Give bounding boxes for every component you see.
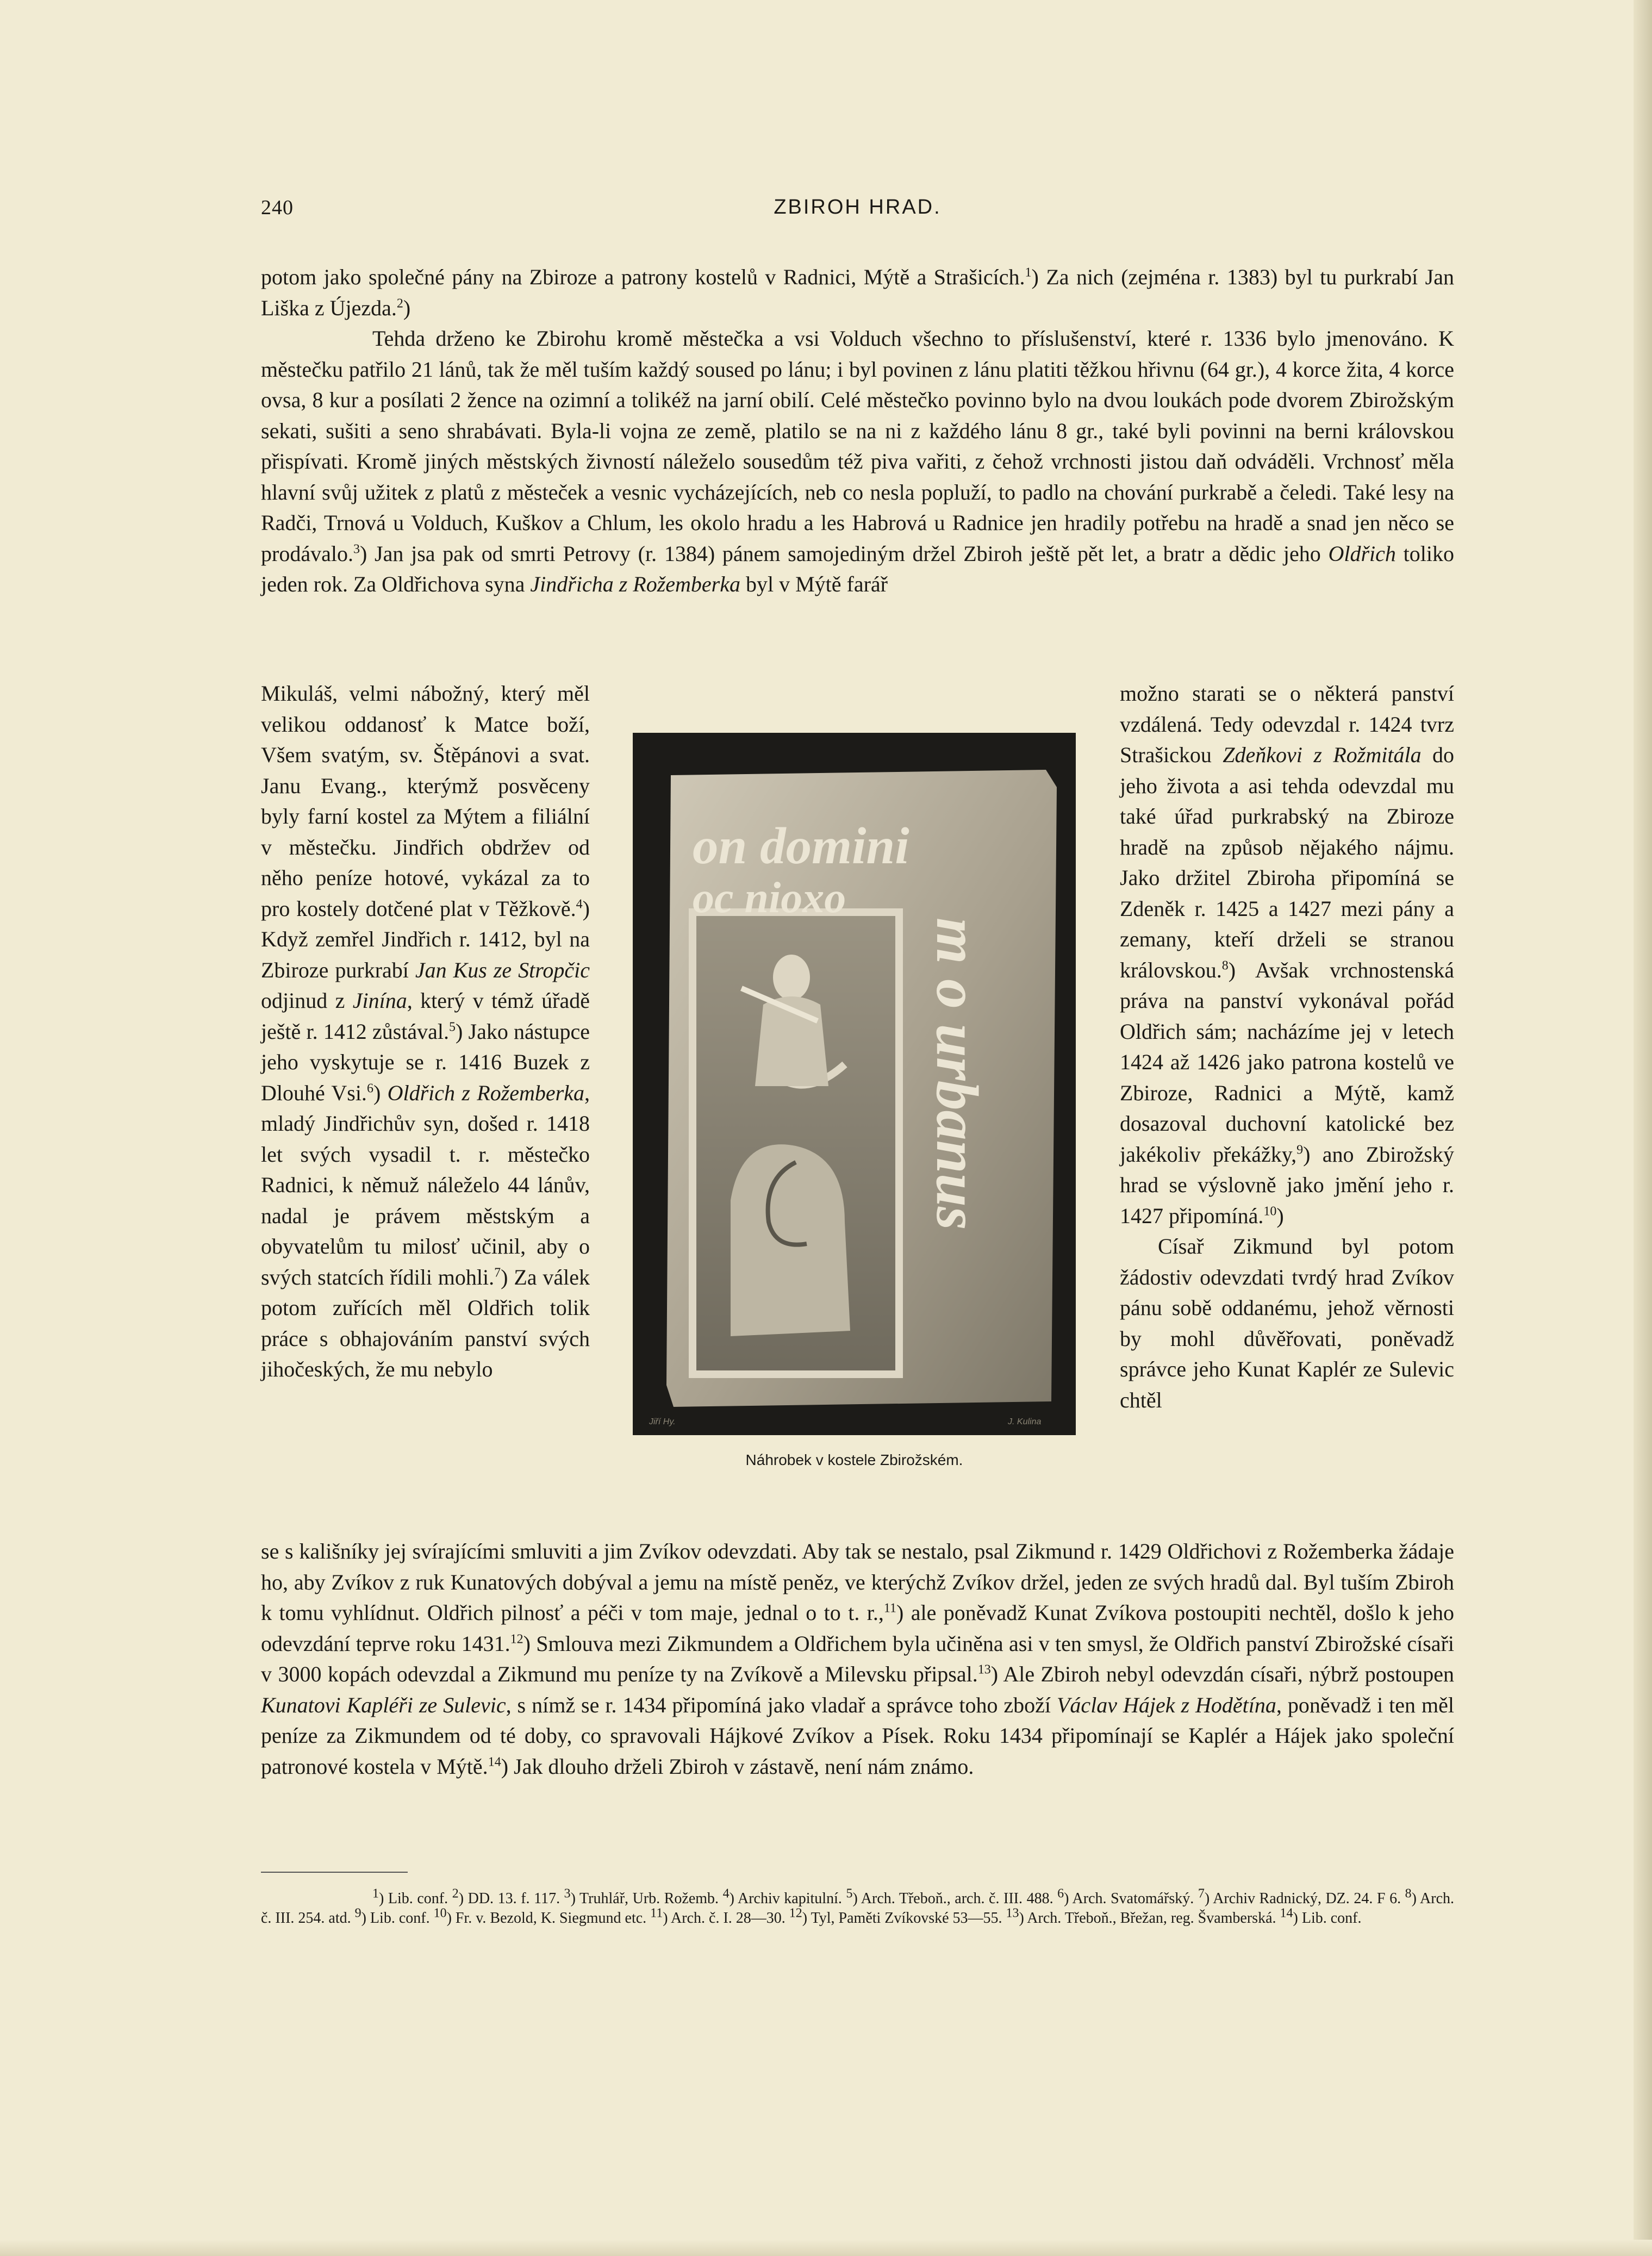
helmet-crest	[731, 1144, 850, 1336]
tombstone-illustration	[633, 733, 1076, 1435]
right-column	[1120, 678, 1454, 1416]
footnote-ref: 9	[1296, 1143, 1304, 1157]
person-name: Jan Kus ze Stropčic	[415, 957, 590, 982]
footnote-ref: 10	[1263, 1204, 1277, 1219]
left-column	[261, 678, 590, 1385]
paragraph-1: potom jako společné pány na Zbiroze a patrony kostelů v Radnici, Mýtě a Strašicích.$^1$) Za nich (zejména r. 1383) byl tu purkrabí Jan Liška z Újezda.$^2$)	[261, 265, 1454, 320]
artist-signature-left: Jiří Hy.	[649, 1417, 676, 1426]
artist-signature-right: J. Kulina	[1008, 1417, 1042, 1426]
paragraph-3: se s kališníky jej svírajícími smluviti a jim Zvíkov odevzdati. Aby tak se nestalo, psal Zikmund r. 1429 Oldřichovi z Rožemberka žádaje ho, aby Zvíkov z ruk Kunatových dobýval a jemu na místě peněz, ve kterýchž Zvíkov držel, jeden ze svých hradů dal. Byl tuším Zbiroh k tomu vyhlídnut. Oldřich pilnosť a péči v tom maje, jednal o to t. r.,$^{11}$) ale poněvadž Kunat Zvíkova postoupiti nechtěl, došlo k jeho odevzdání teprve roku 1431.12) Smlouva mezi Zikmundem a Oldřichem byla učiněna asi v ten smysl, že Oldřich panství Zbirožské císaři v 3000 kopách odevzdal a Zikmund mu peníze ty na Zvíkově a Milevsku připsal.$^{13}$) Ale Zbiroh nebyl odevzdán císaři, nýbrž postoupen Kunatovi Kapléři ze Sulevic, s nímž se r. 1434 připomíná jako vladař a správce toho zboží Václav Hájek z Hodětína, poněvadž i ten měl peníze za Zikmundem od té doby, co spravovali Hájkové Zvíkov a Písek. Roku 1434 připomínají se Kaplér a Hájek jako společní patronové kostela v Mýtě.$^{14}$) Jak dlouho drželi Zbiroh v zástavě, není nám známo.	[261, 1539, 1455, 1779]
tombstone-figure	[633, 733, 1076, 1435]
footnote-ref: 11	[883, 1601, 896, 1616]
inscription-top-1: on domini	[693, 817, 909, 875]
footnote-ref: 1	[1025, 265, 1032, 280]
person-name: Oldřich z Rožemberka	[387, 1080, 584, 1105]
top-text-block	[261, 262, 1454, 600]
page-bottom-edge	[0, 2240, 1652, 2256]
page-edge	[1634, 0, 1652, 2256]
place-name: Jinína	[352, 988, 407, 1013]
footnote-ref: 3	[353, 542, 360, 557]
footnote-ref: 7	[494, 1266, 501, 1280]
person-name: Václav Hájek z Hodětína	[1057, 1692, 1276, 1717]
footnote-ref: 4	[576, 897, 583, 912]
left-column-paragraph: Mikuláš, velmi nábožný, který měl velikou oddanosť k Matce boží, Všem svatým, sv. Štěpánovi a svat. Janu Evang., kterýmž posvěceny byly farní kostel za Mýtem a filiální v městečku. Jindřich obdržev od něho peníze hotové, vykázal za to pro kostely dotčené plat v Těžkově.$^4$) Když zemřel Jindřich r. 1412, byl na Zbiroze purkrabí Jan Kus ze Stropčic odjinud z Jinína, který v témž úřadě ještě r. 1412 zůstával.$^5$) Jako nástupce jeho vyskytuje se r. 1416 Buzek z Dlouhé Vsi.$^6$) Oldřich z Rožemberka, mladý Jindřichův syn, došed r. 1418 let svých vysadil t. r. městečko Radnici, k němuž náleželo 44 lánův, nadal je právem městským a obyvatelům tu milosť učinil, aby o svých statcích řídili mohli.$^7$) Za válek potom zuřících měl Oldřich tolik práce s obhajováním panství svých jihočeských, že mu nebylo	[261, 681, 590, 1381]
inscription-top-2: oc nioxo	[693, 874, 846, 922]
inscription-side: m o urbanus	[924, 918, 990, 1230]
person-name: Zdeňkovi z Rožmitála	[1223, 743, 1422, 767]
bottom-text-block	[261, 1536, 1454, 1782]
footnote-ref: 8	[1221, 958, 1229, 973]
footnote-ref: 6	[366, 1081, 373, 1096]
footnote-ref: 12	[510, 1632, 523, 1647]
footnote-divider	[261, 1872, 408, 1873]
page-number: 240	[261, 196, 294, 219]
person-name: Kunatovi Kapléři ze Sulevic	[261, 1692, 506, 1717]
right-column-paragraph-2: Císař Zikmund byl potom žádostiv odevzdati tvrdý hrad Zvíkov pánu sobě oddanému, jehož věrnosti by mohl důvěřovati, poněvadž správce jeho Kunat Kaplér ze Sulevic chtěl	[1120, 1234, 1454, 1412]
footnotes	[261, 1886, 1455, 1928]
footnote-ref: 13	[977, 1662, 991, 1677]
right-column-paragraph-1: možno starati se o některá panství vzdálená. Tedy odevzdal r. 1424 tvrz Strašickou Zdeňkovi z Rožmitála do jeho života a asi tehda odevzdal mu také úřad purkrabský na Zbiroze hradě na způsob nějakého nájmu. Jako držitel Zbiroha připomíná se Zdeněk r. 1425 a 1427 mezi pány a zemany, kteří drželi se stranou královskou.$^8$) Avšak vrchnostenská práva na panství vykonával pořád Oldřich sám; nacházíme jej v letech 1424 až 1426 jako patrona kostelů ve Zbiroze, Radnici a Mýtě, kamž dosazoval duchovní katolické bez jakékoliv překážky,$^9$) ano Zbirožský hrad se výslovně jako jmění jeho r. 1427 připomíná.$^{10}$)	[1120, 681, 1454, 1228]
person-name: Oldřich	[1328, 541, 1396, 566]
figure-caption: Náhrobek v kostele Zbirožském.	[745, 1451, 963, 1468]
person-name: Jindřicha z Rožemberka	[530, 572, 740, 596]
footnote-ref: 2	[396, 296, 403, 311]
angel-head	[773, 955, 810, 1000]
paragraph-2: Tehda drženo ke Zbirohu kromě městečka a vsi Volduch všechno to příslušenství, které r. 1336 bylo jmenováno. K městečku patřilo 21 lánů, tak že měl tuším každý soused po lánu; i byl povinen z lánu platiti těžkou hřivnu (64 gr.), 4 korce žita, 4 korce ovsa, 8 kur a posílati 2 žence na ozimní a tolikéž na jarní obilí. Celé městečko povinno bylo na dvou loukách pode dvorem Zbirožským sekati, sušiti a seno shrabávati. Byla-li vojna ze země, platilo se na ni z každého lánu 8 gr., také byli povinni na berni královskou přispívati. Kromě jiných městských živností náleželo sousedům též piva vařiti, z čehož vrchnosti jistou daň odváděli. Vrchnosť měla hlavní svůj užitek z platů z městeček a vesnic vycházejících, neb co nesla popluží, to padlo na chování purkrabě a čeledi. Také lesy na Radči, Trnová u Volduch, Kuškov a Chlum, les okolo hradu a les Habrová u Radnice jen hradily potřebu na hradě a snad jen něco se prodávalo.$^3$) Jan jsa pak od smrti Petrovy (r. 1384) pánem samojediným držel Zbiroh ještě pět let, a bratr a dědic jeho Oldřich toliko jeden rok. Za Oldřichova syna Jindřicha z Rožemberka byl v Mýtě farář	[261, 326, 1454, 596]
running-title: ZBIROH HRAD.	[774, 196, 942, 219]
page-header	[261, 196, 1454, 228]
footnote-ref: 14	[488, 1755, 501, 1769]
footnote-ref: 5	[449, 1020, 456, 1034]
footnotes-paragraph: $^1$) Lib. conf. $^2$) DD. 13. f. 117. $^3$) Truhlář, Urb. Rožemb. $^4$) Archiv kapitulní. $^5$) Arch. Třeboň., arch. č. III. 488. $^6$) Arch. Svatomářský. $^7$) Archiv Radnický, DZ. 24. F 6. $^8$) Arch. č. III. 254. atd. $^9$) Lib. conf. $^{10}$) Fr. v. Bezold, K. Siegmund etc. $^{11}$) Arch. č. I. 28—30. $^{12}$) Tyl, Paměti Zvíkovské 53—55. $^{13}$) Arch. Třeboň., Břežan, reg. Švamberská. $^{14}$) Lib. conf.	[261, 1886, 1455, 1927]
